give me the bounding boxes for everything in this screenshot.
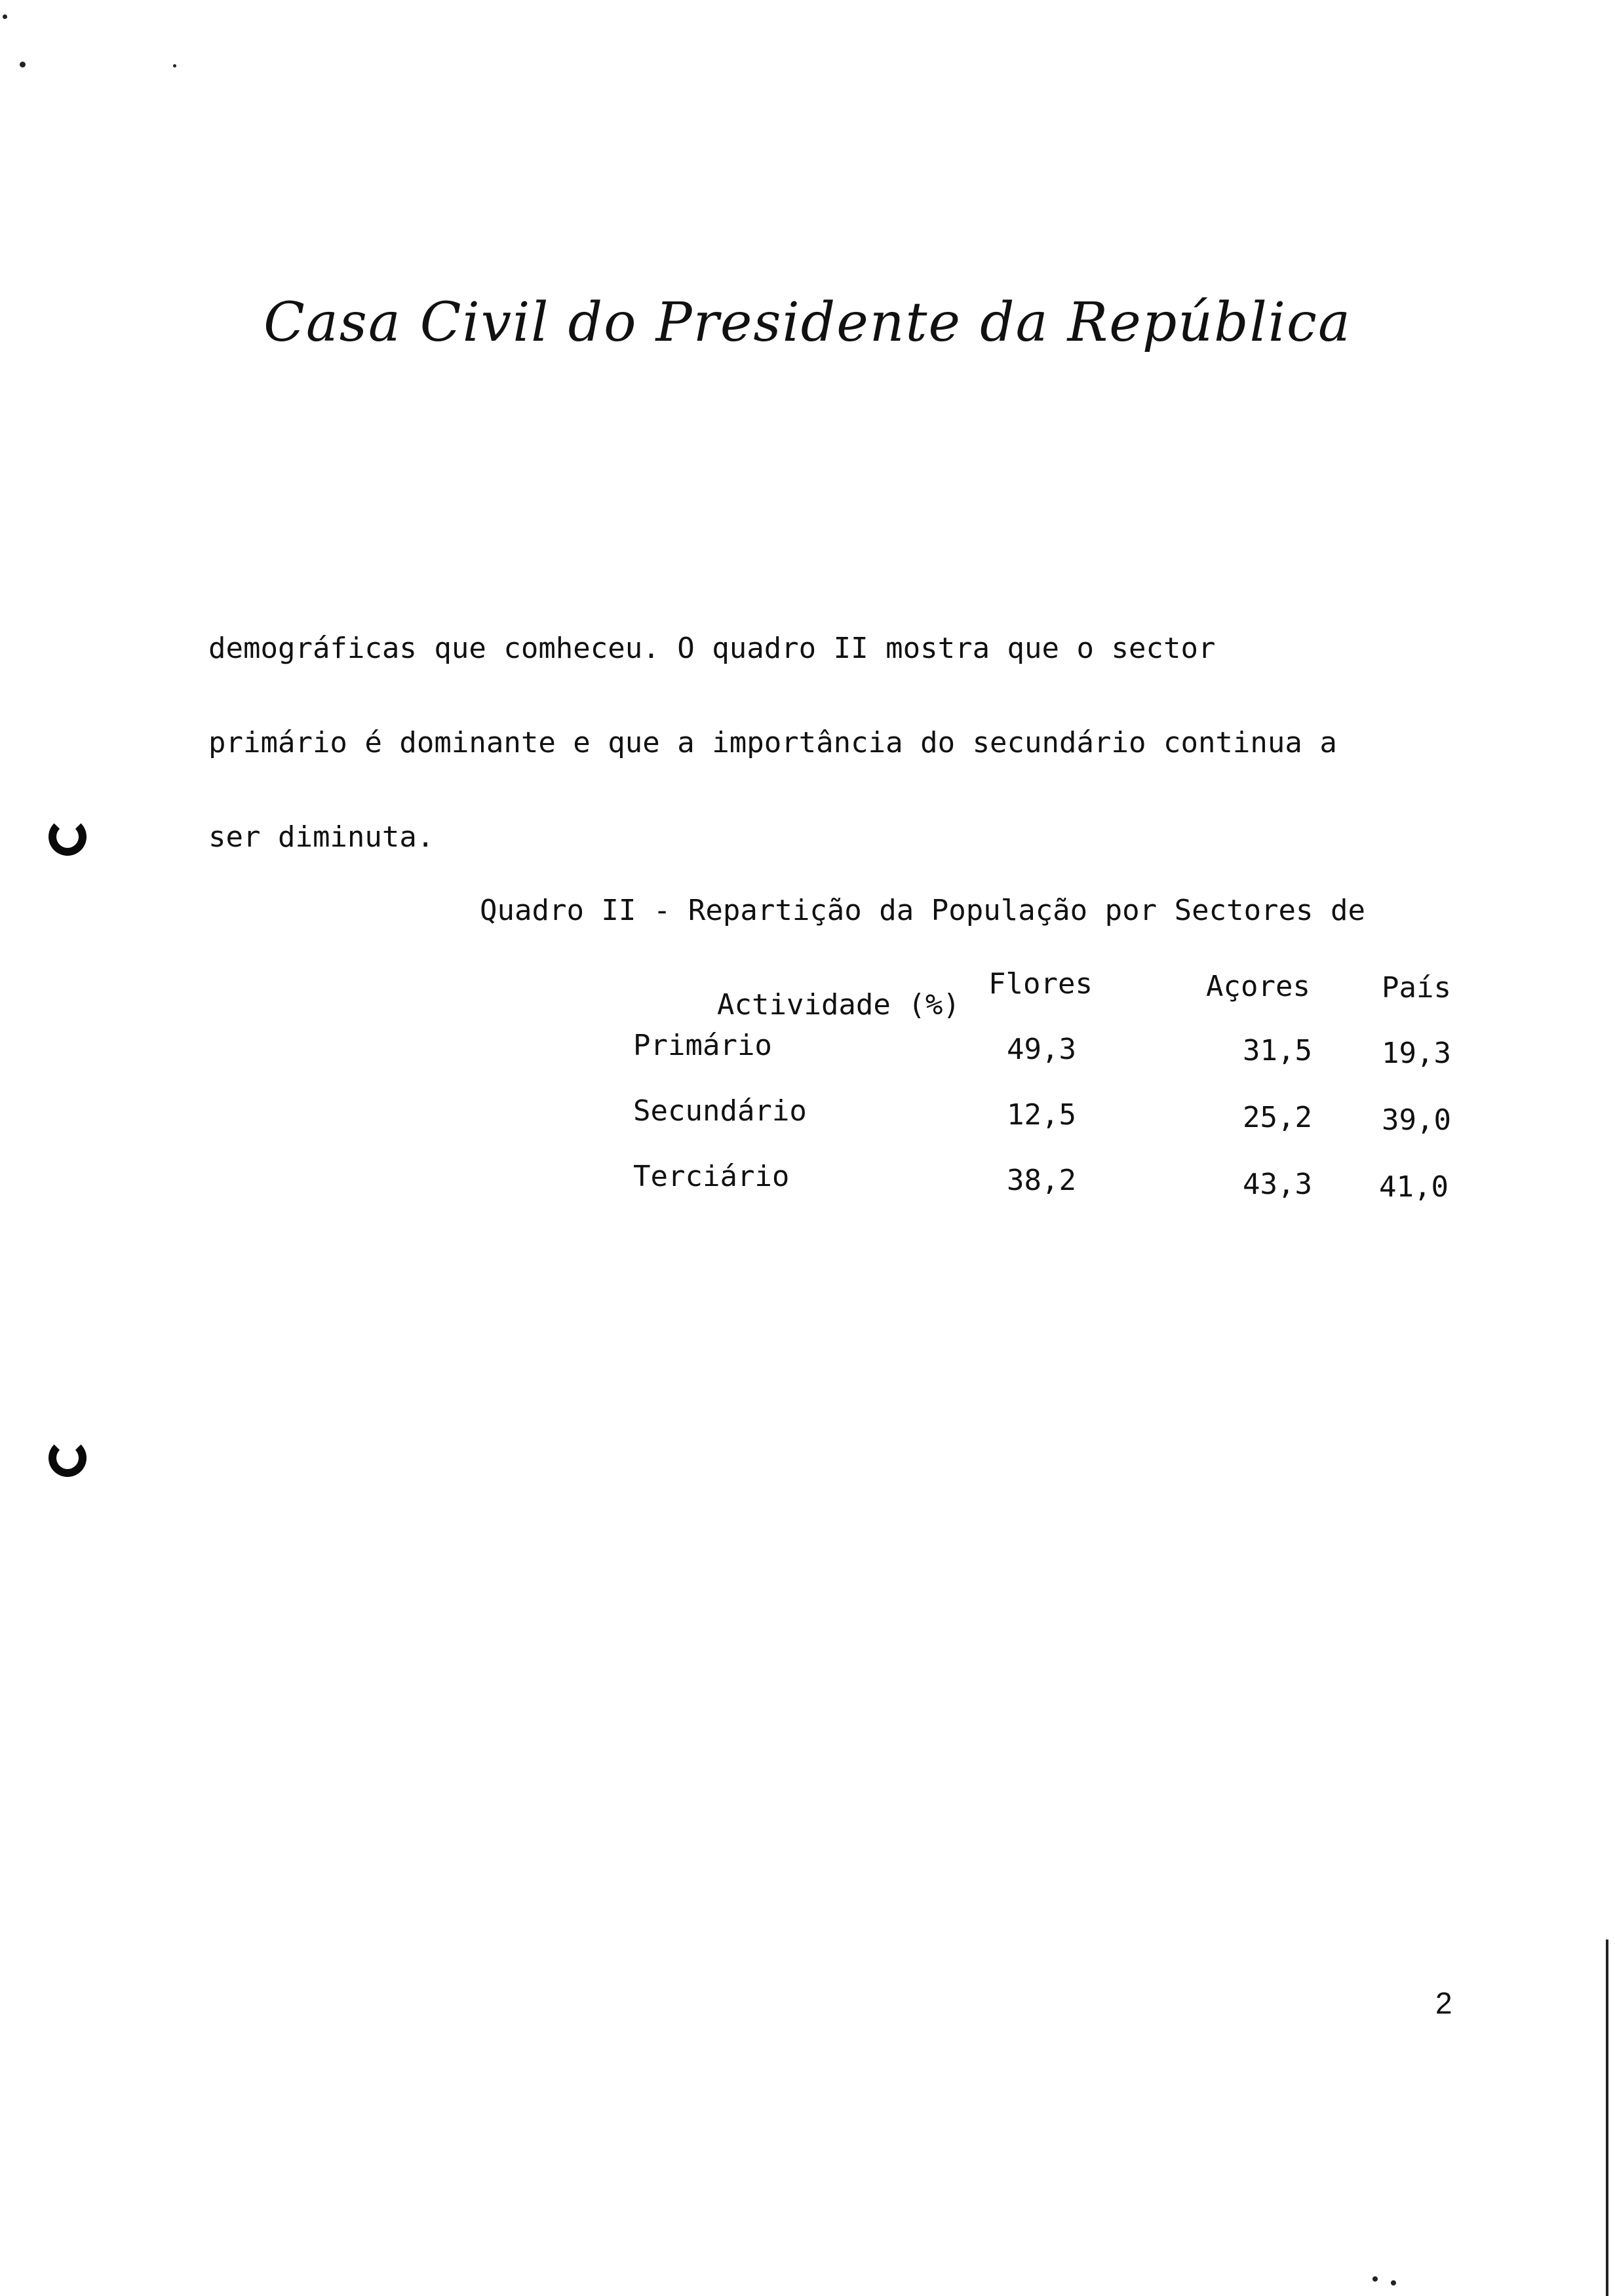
table-cell: 49,3 [1007,1033,1076,1066]
table-cell: 25,2 [1243,1101,1312,1134]
scan-speck [20,62,26,67]
row-label-primario: Primário [633,1029,772,1062]
scan-speck [1372,2276,1378,2282]
table-cell: 43,3 [1243,1168,1312,1201]
column-header-flores: Flores [988,967,1093,1001]
punch-hole-icon [49,1439,87,1477]
page-number: 2 [1435,1986,1452,2020]
table-cell: 38,2 [1007,1164,1076,1197]
table-caption [480,832,1365,1084]
table-cell: 41,0 [1379,1170,1449,1204]
scan-speck [173,64,176,67]
scan-edge-line [1606,1940,1608,2296]
table-cell: 39,0 [1382,1103,1451,1137]
paragraph-line: ser diminuta. [208,820,435,854]
table-cell: 19,3 [1382,1037,1451,1070]
scan-speck [1391,2280,1396,2286]
table-cell: 31,5 [1243,1034,1312,1067]
paragraph-line: demográficas que comheceu. O quadro II mostra que o sector [208,632,1216,665]
column-header-acores: Açores [1206,970,1310,1003]
punch-hole-icon [49,818,87,856]
table-cell: 12,5 [1007,1098,1076,1132]
caption-line-2: Actividade (%) [717,988,960,1022]
paragraph-line: primário é dominante e que a importância do secundário continua a [208,726,1337,759]
column-header-pais: País [1382,971,1451,1004]
caption-line-1: Quadro II - Repartição da População por Sectores de [480,894,1366,927]
letterhead: Casa Civil do Presidente da República [263,292,1352,354]
scan-speck [3,14,7,19]
row-label-terciario: Terciário [633,1160,790,1193]
row-label-secundario: Secundário [633,1094,807,1128]
